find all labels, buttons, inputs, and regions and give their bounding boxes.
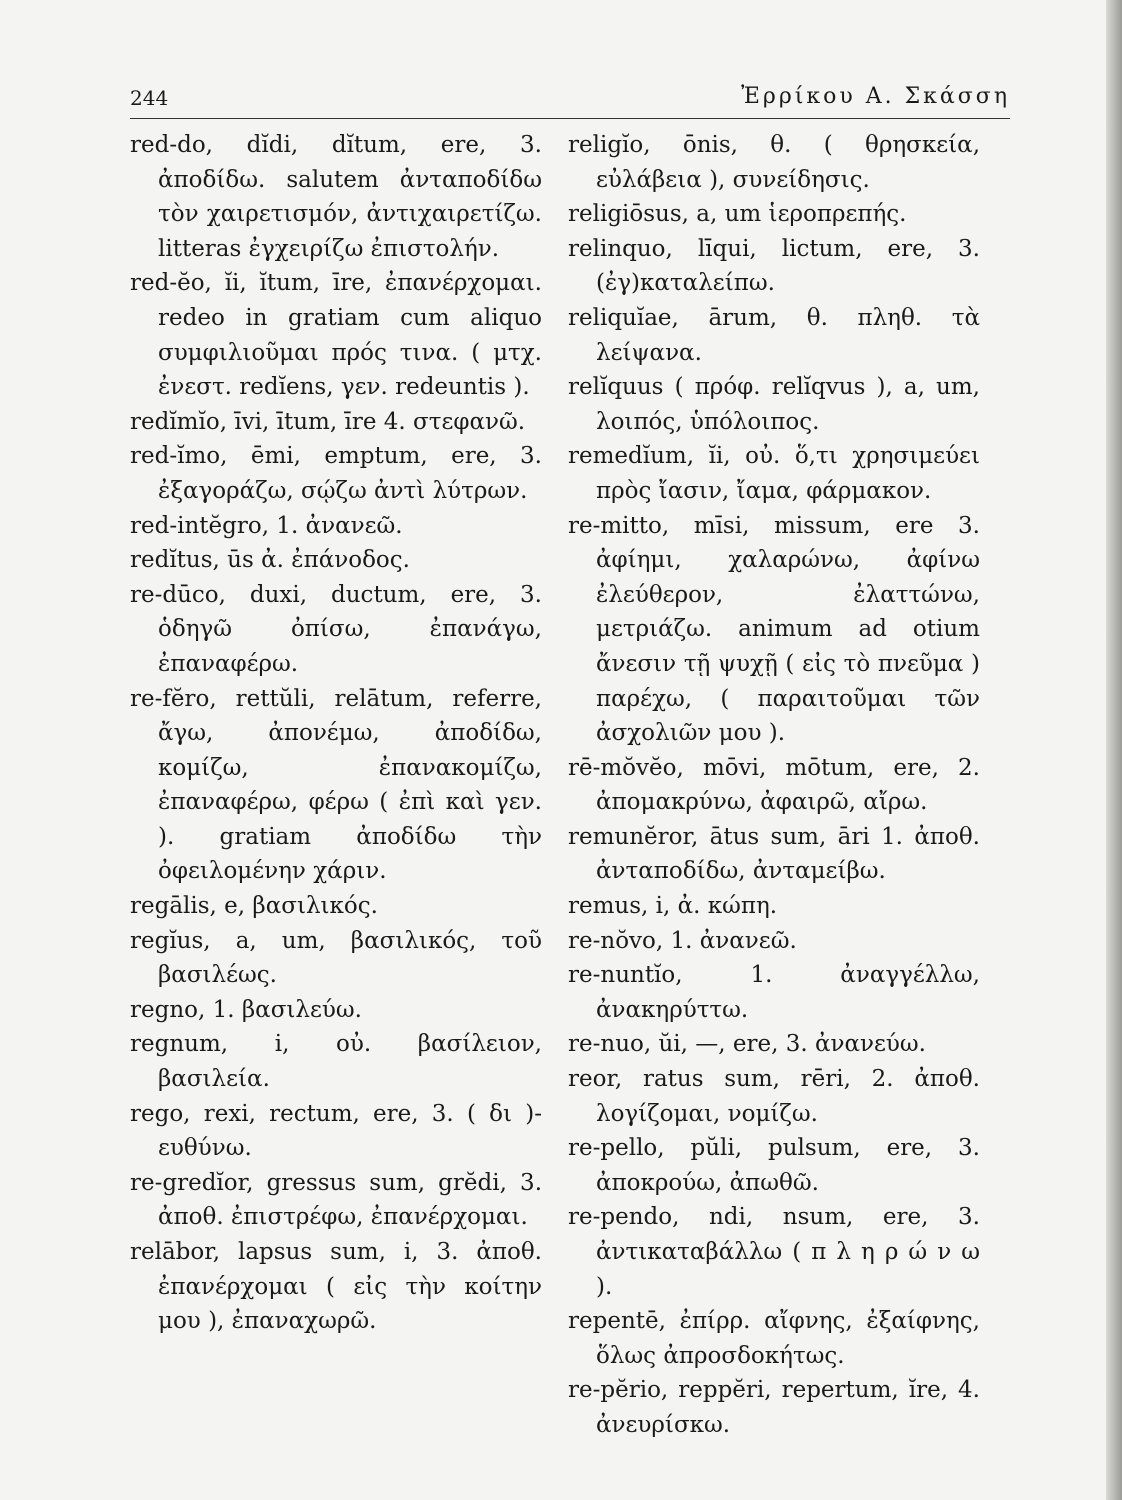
dictionary-entry: remedĭum, ĭi, οὐ. ὅ,τι χρησιμεύει πρὸς ἴασιν, ἴαμα, φάρμακον.: [568, 443, 980, 504]
dictionary-entry: redĭmĭo, īvi, ītum, īre 4. στεφανῶ.: [130, 408, 526, 435]
dictionary-entry: re-nuntĭo, 1. ἀναγγέλλω, ἀνακηρύττω.: [568, 962, 980, 1023]
dictionary-entry: rē-mŏvĕo, mōvi, mōtum, ere, 2. ἀπομακρύνω, ἀφαιρῶ, αἴρω.: [568, 754, 980, 816]
dictionary-entry: reor, ratus sum, rēri, 2. ἀποθ. λογίζομαι, νομίζω.: [568, 1066, 980, 1127]
page-edge-shadow: [1106, 0, 1122, 1500]
left-column: [130, 128, 542, 1339]
dictionary-entry: redĭtus, ūs ἀ. ἐπάνοδος.: [130, 547, 410, 574]
dictionary-entry: red-ĭmo, ēmi, emptum, ere, 3. ἐξαγοράζω, σῴζω ἀντὶ λύτρων.: [130, 443, 542, 504]
dictionary-entry: rego, rexi, rectum, ere, 3. ( δι )-ευθύνω.: [130, 1100, 542, 1162]
dictionary-entry: red-ĕo, ĭi, ĭtum, īre, ἐπανέρχομαι. redeo in gratiam cum aliquo συμφιλιοῦμαι πρός τινα. ( μτχ. ἐνεστ. redĭens, γεν. redeuntis ).: [130, 270, 542, 401]
dictionary-entry: relābor, lapsus sum, i, 3. ἀποθ. ἐπανέρχομαι ( εἰς τὴν κοίτην μου ), ἐπαναχωρῶ.: [130, 1239, 542, 1335]
dictionary-entry: religiōsus, a, um ἱεροπρεπής.: [568, 201, 907, 228]
running-title: Ἐρρίκου Α. Σκάσση: [741, 84, 1010, 109]
dictionary-entry: re-pĕrio, reppĕri, repertum, ĭre, 4. ἀνευρίσκω.: [568, 1377, 980, 1438]
dictionary-entry: red-do, dĭdi, dĭtum, ere, 3. ἀποδίδω. salutem ἀνταποδίδω τὸν χαιρετισμόν, ἀντιχαιρετίζω. litteras ἐγχειρίζω ἐπιστολήν.: [130, 132, 542, 262]
dictionary-entry: regno, 1. βασιλεύω.: [130, 996, 362, 1023]
dictionary-entry: relinquo, līqui, lictum, ere, 3. (ἐγ)καταλείπω.: [568, 235, 980, 297]
dictionary-entry: re-gredĭor, gressus sum, grĕdi, 3. ἀποθ. ἐπιστρέφω, ἐπανέρχομαι.: [130, 1169, 542, 1231]
dictionary-entry: re-mitto, mīsi, missum, ere 3. ἀφίημι, χαλαρώνω, ἀφίνω ἐλεύθερον, ἐλαττώνω, μετριάζω. animum ad otium ἄνεσιν τῇ ψυχῇ ( εἰς τὸ πνεῦμα ) παρέχω, ( παραιτοῦμαι τῶν ἀσχολιῶν μου ).: [568, 512, 980, 747]
dictionary-entry: re-nŏvo, 1. ἀνανεῶ.: [568, 927, 797, 954]
dictionary-entry: religĭo, ōnis, θ. ( θρησκεία, εὐλάβεια ), συνείδησις.: [568, 132, 980, 193]
right-column: [568, 128, 980, 1443]
dictionary-entry: remus, i, ἀ. κώπη.: [568, 893, 778, 920]
dictionary-entry: remunĕror, ātus sum, āri 1. ἀποθ. ἀνταποδίδω, ἀνταμείβω.: [568, 823, 980, 885]
dictionary-entry: regālis, e, βασιλικός.: [130, 893, 378, 920]
dictionary-entry: repentē, ἐπίρρ. αἴφνης, ἐξαίφνης, ὅλως ἀπροσδοκήτως.: [568, 1308, 980, 1369]
dictionary-entry: re-nuo, ŭi, —, ere, 3. ἀνανεύω.: [568, 1031, 926, 1058]
dictionary-entry: relĭquus ( πρόφ. relĭqvus ), a, um, λοιπός, ὑπόλοιπος.: [568, 374, 980, 435]
dictionary-entry: re-dūco, duxi, ductum, ere, 3. ὁδηγῶ ὀπίσω, ἐπανάγω, ἐπαναφέρω.: [130, 581, 542, 677]
dictionary-entry: red-intĕgro, 1. ἀνανεῶ.: [130, 512, 403, 539]
dictionary-entry: reliquĭae, ārum, θ. πληθ. τὰ λείψανα.: [568, 304, 980, 366]
dictionary-entry: regĭus, a, um, βασιλικός, τοῦ βασιλέως.: [130, 927, 542, 989]
dictionary-entry: re-pello, pŭli, pulsum, ere, 3. ἀποκρούω, ἀπωθῶ.: [568, 1135, 980, 1196]
dictionary-entry: re-fĕro, rettŭli, relātum, referre, ἄγω, ἀπονέμω, ἀποδίδω, κομίζω, ἐπανακομίζω, ἐπαναφέρω, φέρω ( ἐπὶ καὶ γεν. ). gratiam ἀποδίδω τὴν ὀφειλομένην χάριν.: [130, 685, 542, 885]
dictionary-entry: regnum, i, οὐ. βασίλειον, βασιλεία.: [130, 1031, 542, 1093]
dictionary-entry: re-pendo, ndi, nsum, ere, 3. ἀντικαταβάλλω ( π λ η ρ ώ ν ω ).: [568, 1204, 980, 1300]
page-header: [130, 78, 1010, 119]
page-number: 244: [130, 86, 169, 110]
